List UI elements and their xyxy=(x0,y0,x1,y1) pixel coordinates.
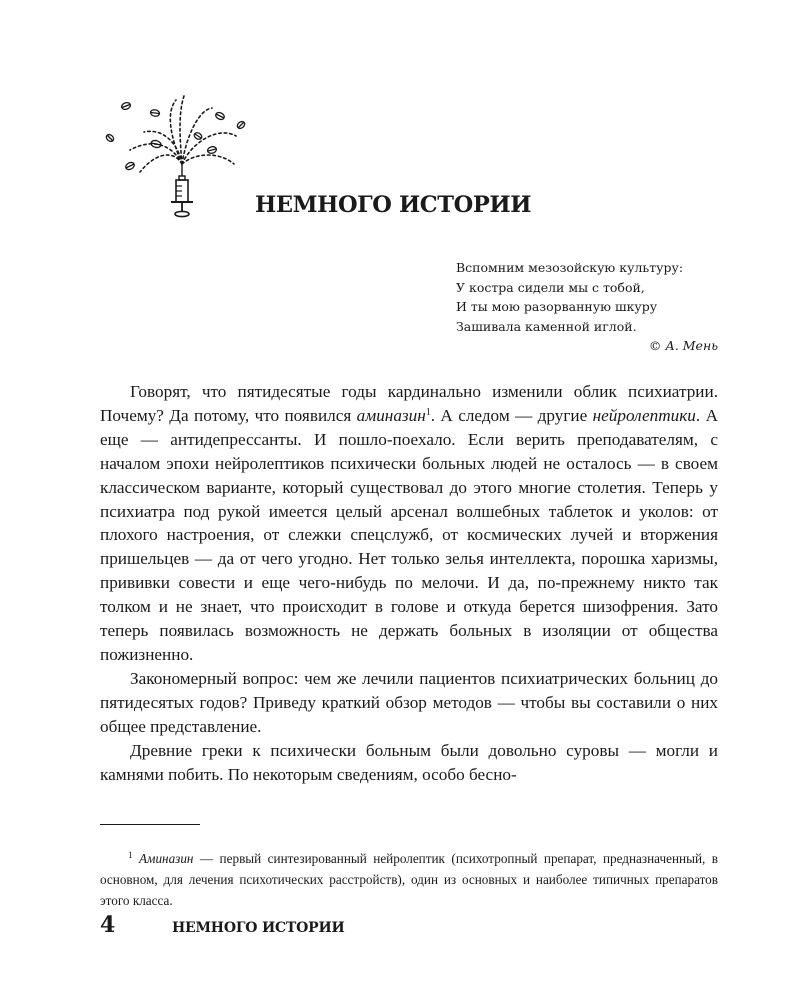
footnote-number: 1 xyxy=(128,850,133,861)
text-run: Древние греки к психически больным были довольно суровы — могли и камнями побить. По некоторым сведениям, особо бесно- xyxy=(100,740,718,784)
epigraph-line: У костра сидели мы с тобой, xyxy=(456,279,645,295)
footnote-term: Аминазин xyxy=(138,851,194,867)
footnote-divider xyxy=(100,824,200,825)
term-emphasis: аминазин xyxy=(356,405,426,425)
text-run: . А следом — другие xyxy=(430,405,593,425)
term-emphasis: нейролептики xyxy=(592,405,696,425)
epigraph-line: И ты мою разорванную шкуру xyxy=(456,299,658,314)
syringe-with-pills-icon xyxy=(100,92,250,222)
text-run: Говорят, что пятидесятые годы кардинально изменили облик психиатрии. Почему? Да потому, что появился xyxy=(100,382,718,425)
text-run: Закономерный вопрос: чем же лечили пациентов психиатрических больниц до пятидесятых годов? Приведу краткий обзор методов — чтобы вы составили о них общее представление. xyxy=(100,668,718,736)
footnote-ref: 1 xyxy=(425,406,431,418)
footnote xyxy=(100,849,718,911)
running-footer xyxy=(100,912,345,938)
page-number: 4 xyxy=(100,912,116,938)
epigraph-line: Зашивала каменной иглой. xyxy=(456,318,637,334)
body-text xyxy=(100,380,718,786)
footnote-text: — первый синтезированный нейролептик (психотропный препарат, предназначенный, в основном, для лечения психотических расстройств), один из основных и наиболее типичных препаратов этого класса. xyxy=(100,851,718,908)
epigraph xyxy=(456,258,718,356)
paragraph xyxy=(100,739,718,787)
paragraph xyxy=(100,667,718,739)
running-title: НЕМНОГО ИСТОРИИ xyxy=(172,920,345,936)
epigraph-line: Вспомним мезозойскую культуру: xyxy=(456,260,684,275)
epigraph-attribution: © А. Мень xyxy=(648,338,718,353)
text-run: . А еще — антидепрессанты. И пошло-поехало. Если верить преподавателям, с началом эпохи нейролептиков психически больных людей не осталось — в своем классическом варианте, который существовал до этого многие столетия. Теперь у психиатра под рукой имеется целый арсенал волшебных таблеток и уколов: от плохого настроения, от слежки спецслужб, от космических лучей и вторжения пришельцев — да от чего угодно. Нет только зелья интеллекта, порошка харизмы, прививки совести и еще чего-нибудь по мелочи. И да, по-прежнему никто так толком и не знает, что происходит в голове и откуда берется шизофрения. Зато теперь появилась возможность не держать больных в изоляции от общества пожизненно. xyxy=(100,405,718,664)
paragraph xyxy=(100,380,718,667)
chapter-title: НЕМНОГО ИСТОРИИ xyxy=(255,192,532,218)
